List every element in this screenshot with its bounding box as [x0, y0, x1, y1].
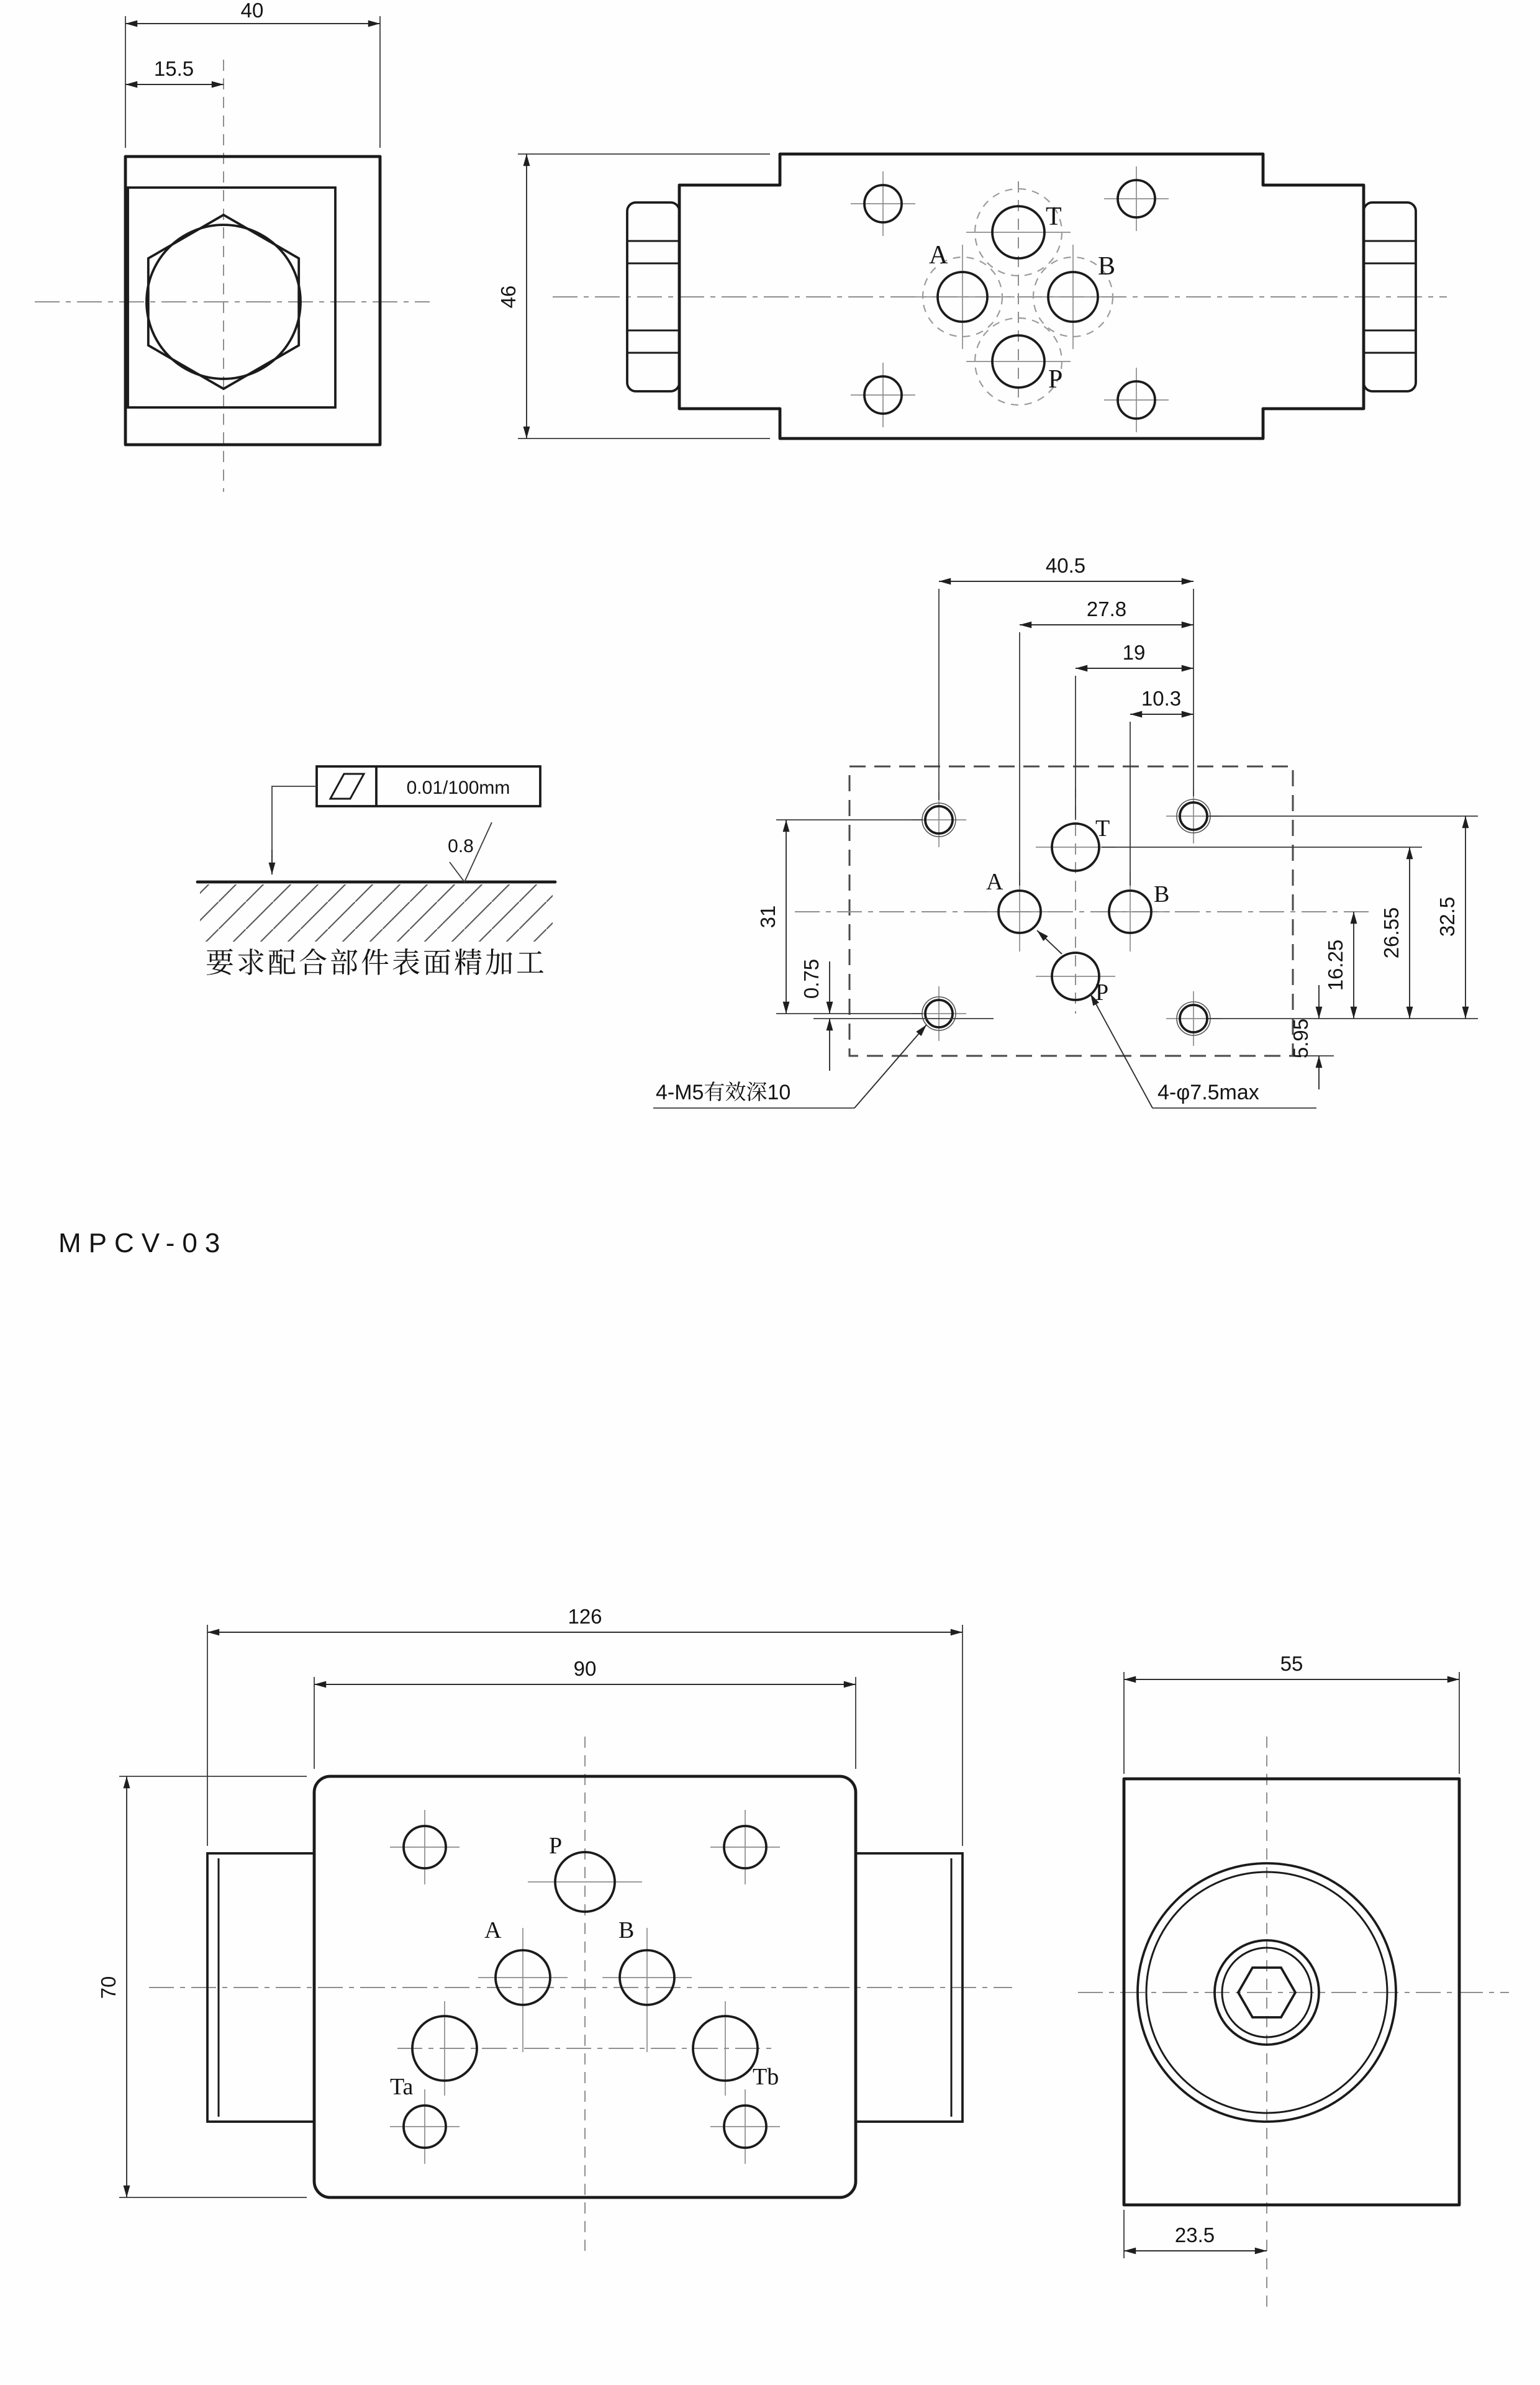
port-p-label: P	[1048, 365, 1063, 394]
port-a-label: A	[484, 1917, 502, 1943]
surface-caption: 要求配合部件表面精加工	[206, 947, 547, 979]
port-b-label: B	[1154, 881, 1170, 907]
dim-70: 70	[97, 1976, 120, 1999]
thread-note: 4-M5有效深10	[656, 1081, 791, 1104]
top-front-view	[497, 154, 1447, 438]
horizontal-dims	[939, 554, 1194, 886]
port-p-label: P	[1095, 979, 1109, 1006]
body-outline	[125, 157, 380, 445]
port-layout-view	[653, 554, 1478, 1108]
dim-32-5: 32.5	[1436, 896, 1459, 937]
flatness-icon	[330, 774, 364, 799]
dim-46: 46	[497, 285, 520, 309]
dim-5-95: 5.95	[1289, 1018, 1312, 1059]
bottom-side-view	[1078, 1652, 1509, 2313]
right-dims	[1102, 816, 1478, 1089]
dim-16-25: 16.25	[1324, 939, 1347, 991]
port-a-label: A	[929, 241, 948, 270]
dim-31: 31	[756, 905, 779, 929]
dim-126: 126	[568, 1605, 602, 1628]
port-b-label: B	[1098, 252, 1116, 281]
dim-15-5: 15.5	[153, 57, 194, 80]
bottom-front-view	[97, 1605, 1012, 2251]
mounting-holes	[912, 789, 1221, 1046]
top-side-view	[35, 0, 430, 492]
dim-23-5: 23.5	[1174, 2224, 1215, 2246]
port-t-label: T	[1095, 815, 1110, 842]
surface-finish-note	[197, 766, 555, 979]
hatching	[200, 884, 553, 942]
port-ta-label: Ta	[390, 2074, 414, 2100]
model-label: MPCV-03	[58, 1228, 228, 1258]
port-size-note: 4-φ7.5max	[1157, 1081, 1259, 1104]
dim-10-3: 10.3	[1141, 687, 1182, 710]
port-a-label: A	[986, 869, 1003, 895]
roughness-value: 0.8	[448, 836, 474, 856]
dim-27-8: 27.8	[1086, 597, 1127, 620]
leader-notes	[653, 930, 1316, 1108]
mounting-holes	[851, 166, 1169, 432]
dim-40: 40	[240, 0, 264, 22]
left-dims	[756, 820, 994, 1071]
dim-40-5: 40.5	[1045, 554, 1086, 577]
port-p-label: P	[549, 1833, 563, 1859]
dim-26-55: 26.55	[1380, 907, 1403, 959]
port-tb-label: Tb	[753, 2064, 779, 2090]
dim-0-75: 0.75	[800, 958, 823, 999]
port-b-label: B	[618, 1917, 635, 1943]
dim-90: 90	[573, 1657, 597, 1680]
flatness-value: 0.01/100mm	[406, 778, 510, 798]
dim-55: 55	[1280, 1652, 1303, 1675]
port-t-label: T	[1046, 202, 1062, 231]
dim-19: 19	[1122, 641, 1146, 664]
